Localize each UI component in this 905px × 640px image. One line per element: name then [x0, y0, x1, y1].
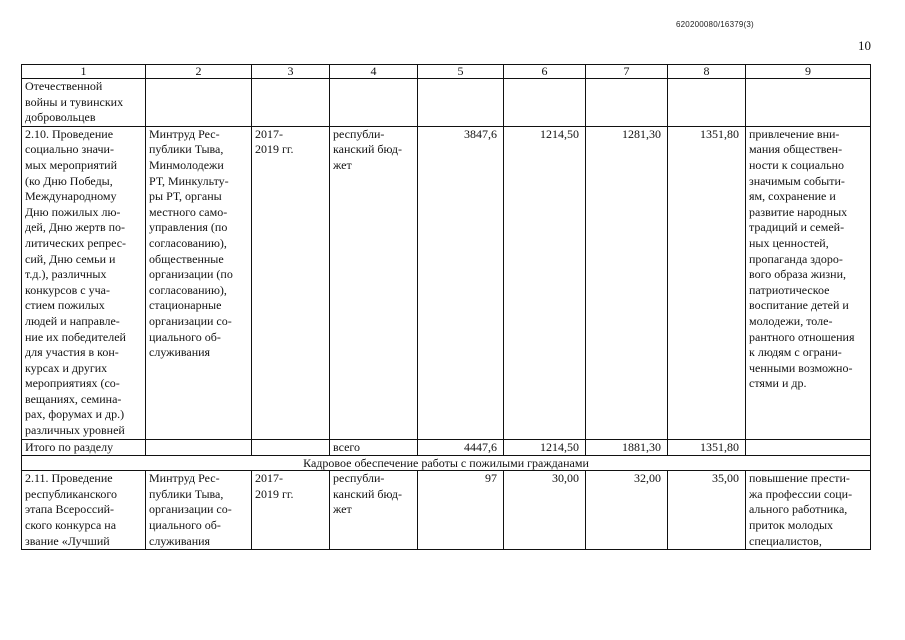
year-2017-cell — [504, 79, 586, 127]
table-row — [22, 471, 871, 550]
table-row — [22, 126, 871, 439]
measure-name-cell: 2.11. Проведение республиканского этапа Всероссий- ского конкурса на звание «Лучший — [22, 471, 146, 550]
year-2018-cell: 1281,30 — [586, 126, 668, 439]
empty-cell — [146, 439, 252, 456]
empty-cell — [746, 439, 871, 456]
year-2017-cell: 30,00 — [504, 471, 586, 550]
document-code: 620200080/16379(3) — [676, 20, 754, 29]
total-cell: 3847,6 — [418, 126, 504, 439]
section-title: Кадровое обеспечение работы с пожилыми гражданами — [22, 456, 871, 471]
column-number: 9 — [746, 65, 871, 79]
measures-table — [21, 64, 871, 550]
expected-result-cell: привлечение вни- мания обществен- ности к социально значимым событи- ям, сохранение и развитие народных традиций и семей- ных ценностей, пропаганда здоро- вого образа жизни, патриотическое воспитание детей и молодежи, толе- рантного отношения к людям с ограни- ченными возможно- стями и др. — [746, 126, 871, 439]
column-number: 7 — [586, 65, 668, 79]
executor-cell — [146, 79, 252, 127]
year-2019-cell: 35,00 — [668, 471, 746, 550]
total-cell — [418, 79, 504, 127]
page-number: 10 — [858, 38, 871, 53]
subtotal-source-cell: всего — [330, 439, 418, 456]
column-number: 8 — [668, 65, 746, 79]
subtotal-2019-cell: 1351,80 — [668, 439, 746, 456]
section-title-row — [22, 456, 871, 471]
subtotal-2017-cell: 1214,50 — [504, 439, 586, 456]
column-number: 2 — [146, 65, 252, 79]
table-row — [22, 79, 871, 127]
subtotal-label: Итого по разделу — [22, 439, 146, 456]
year-2018-cell: 32,00 — [586, 471, 668, 550]
funding-source-cell: республи- канский бюд- жет — [330, 126, 418, 439]
period-cell: 2017- 2019 гг. — [252, 471, 330, 550]
column-number: 3 — [252, 65, 330, 79]
year-2017-cell: 1214,50 — [504, 126, 586, 439]
measure-name-cell: Отечественной войны и тувинских добровольцев — [22, 79, 146, 127]
year-2018-cell — [586, 79, 668, 127]
period-cell: 2017- 2019 гг. — [252, 126, 330, 439]
column-number: 5 — [418, 65, 504, 79]
executor-cell: Минтруд Рес- публики Тыва, Минмолодежи РТ, Минкульту- ры РТ, органы местного само- управления (по согласованию), общественные организации (по согласованию), стационарные организации со- циального об- служивания — [146, 126, 252, 439]
expected-result-cell: повышение прести- жа профессии соци- ального работника, приток молодых специалистов, — [746, 471, 871, 550]
empty-cell — [252, 439, 330, 456]
column-number: 6 — [504, 65, 586, 79]
executor-cell: Минтруд Рес- публики Тыва, организации со- циального об- служивания — [146, 471, 252, 550]
period-cell — [252, 79, 330, 127]
total-cell: 97 — [418, 471, 504, 550]
funding-source-cell — [330, 79, 418, 127]
measure-name-cell: 2.10. Проведение социально значи- мых мероприятий (ко Дню Победы, Международному Дню пожилых лю- дей, Дню жертв по- литических репрес- сий, Дню семьи и т.д.), различных конкурсов с уча- стием пожилых людей и направле- ние их победителей для участия в кон- курсах и других мероприятиях (со- вещаниях, семина- рах, форумах и др.) различных уровней — [22, 126, 146, 439]
funding-source-cell: республи- канский бюд- жет — [330, 471, 418, 550]
expected-result-cell — [746, 79, 871, 127]
column-number: 1 — [22, 65, 146, 79]
subtotal-total-cell: 4447,6 — [418, 439, 504, 456]
year-2019-cell — [668, 79, 746, 127]
column-number: 4 — [330, 65, 418, 79]
subtotal-row — [22, 439, 871, 456]
subtotal-2018-cell: 1881,30 — [586, 439, 668, 456]
year-2019-cell: 1351,80 — [668, 126, 746, 439]
column-numbers-row — [22, 65, 871, 79]
